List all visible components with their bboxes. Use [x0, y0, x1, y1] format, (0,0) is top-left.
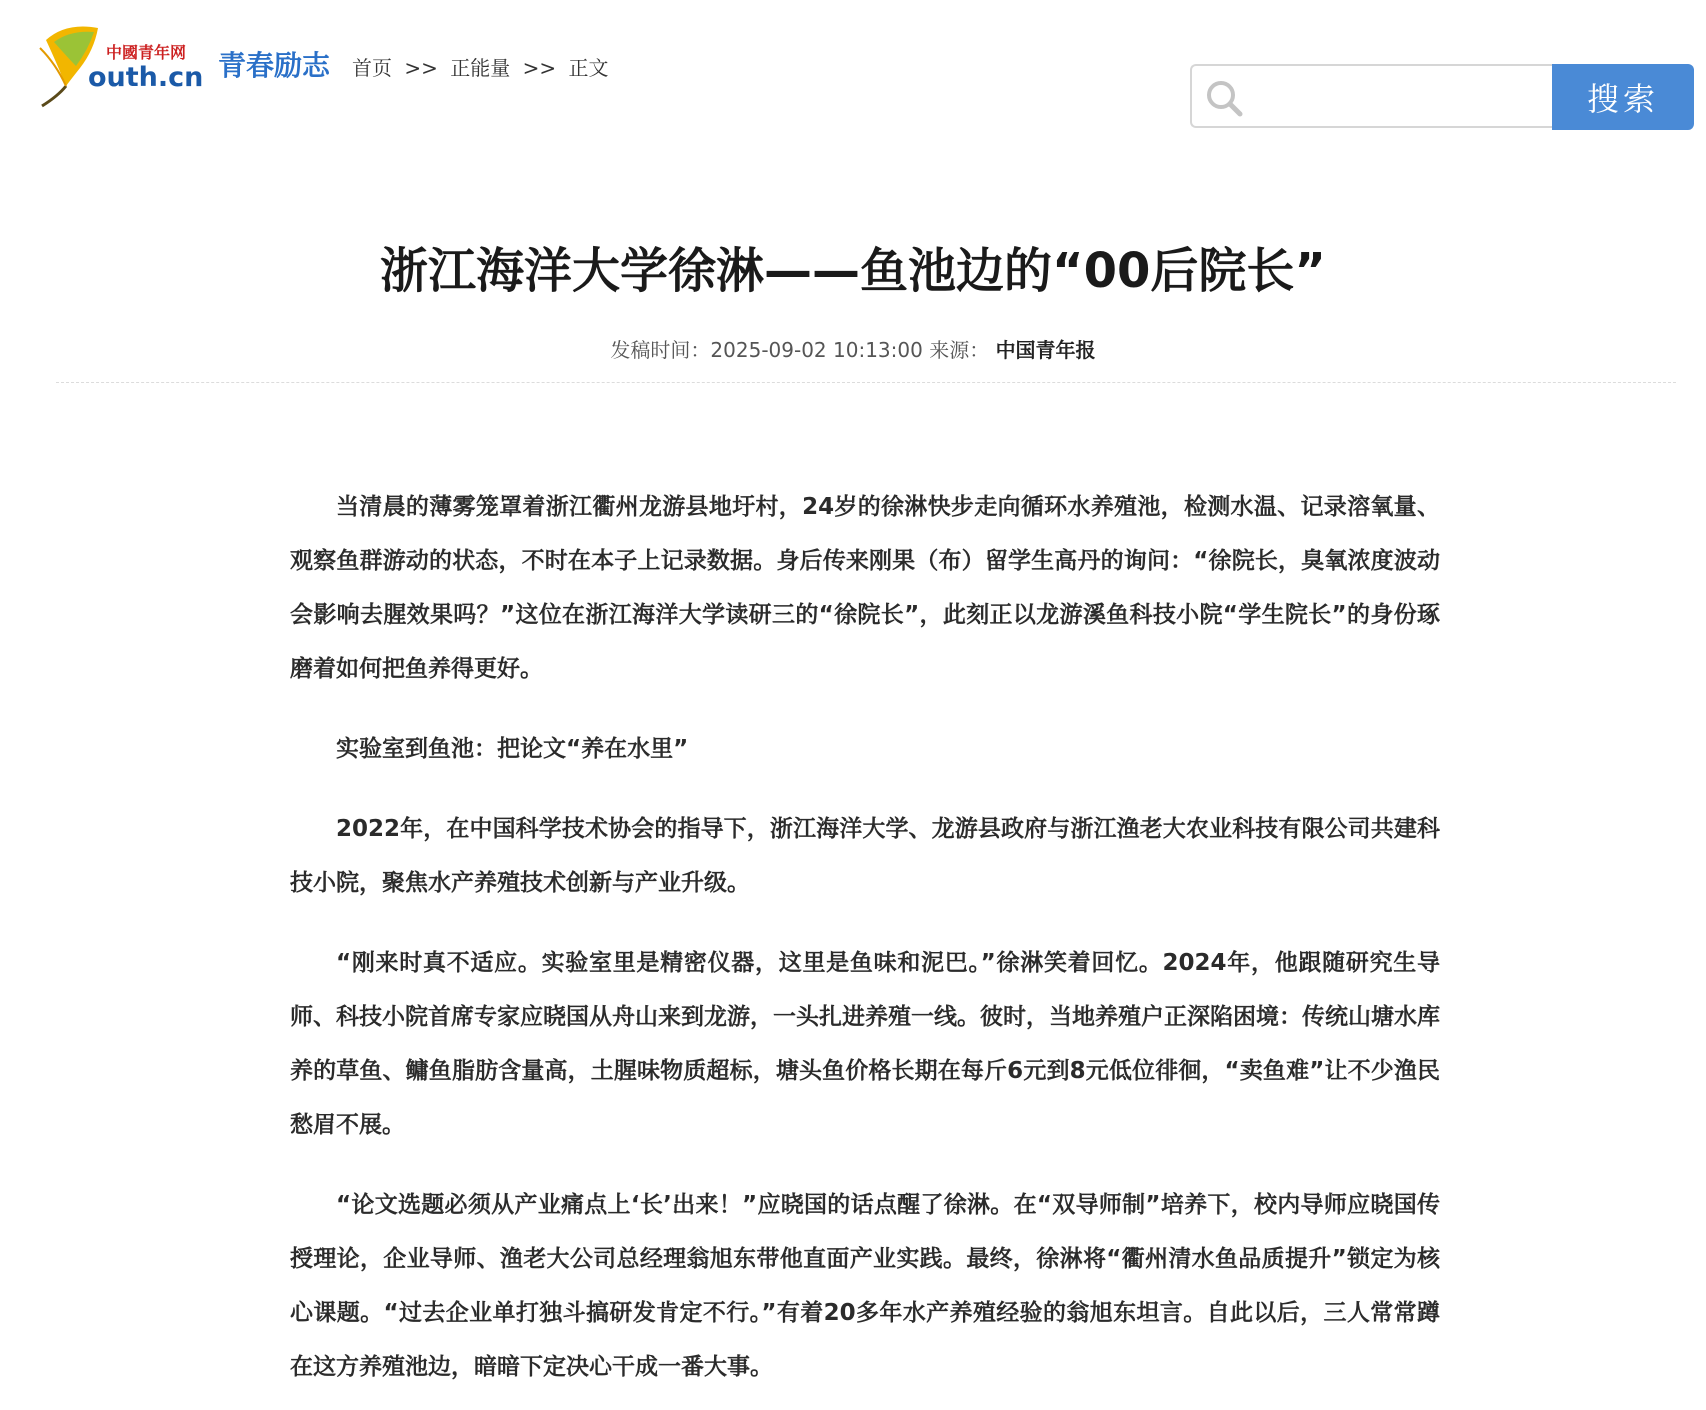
article-paragraph: 当清晨的薄雾笼罩着浙江衢州龙游县地圩村，24岁的徐淋快步走向循环水养殖池，检测水温、记录溶氧量、观察鱼群游动的状态，不时在本子上记录数据。身后传来刚果（布）留学生高丹的询问：“徐院长，臭氧浓度波动会影响去腥效果吗？”这位在浙江海洋大学读研三的“徐院长”，此刻正以龙游溪鱼科技小院“学生院长”的身份琢磨着如何把鱼养得更好。 — [290, 494, 1440, 682]
search-icon — [1204, 78, 1244, 118]
article-body — [290, 480, 1440, 1410]
publish-time-value: 2025-09-02 10:13:00 — [710, 338, 923, 362]
logo-en-text: outh.cn — [88, 62, 204, 93]
breadcrumb-home[interactable]: 首页 — [352, 56, 392, 80]
channel-title-link[interactable]: 青春励志 — [218, 49, 331, 82]
search-input[interactable] — [1252, 74, 1546, 120]
source-value: 中国青年报 — [995, 338, 1096, 362]
breadcrumb — [352, 52, 614, 81]
site-header — [0, 0, 1706, 140]
header-divider — [56, 382, 1676, 383]
search-box — [1190, 64, 1554, 128]
breadcrumb-current: 正文 — [568, 56, 609, 80]
article-paragraph: “论文选题必须从产业痛点上‘长’出来！”应晓国的话点醒了徐淋。在“双导师制”培养下，校内导师应晓国传授理论，企业导师、渔老大公司总经理翁旭东带他直面产业实践。最终，徐淋将“衢州清水鱼品质提升”锁定为核心课题。“过去企业单打独斗搞研发肯定不行。”有着20多年水产养殖经验的翁旭东坦言。自此以后，三人常常蹲在这方养殖池边，暗暗下定决心干成一番大事。 — [290, 1192, 1440, 1380]
article-paragraph: 2022年，在中国科学技术协会的指导下，浙江海洋大学、龙游县政府与浙江渔老大农业科技有限公司共建科技小院，聚焦水产养殖技术创新与产业升级。 — [290, 816, 1440, 896]
logo-cn-text: 中國青年网 — [106, 43, 187, 62]
article-meta — [0, 334, 1706, 363]
breadcrumb-separator: >> — [404, 56, 438, 80]
publish-time-label: 发稿时间： — [610, 338, 711, 362]
article-title: 浙江海洋大学徐淋——鱼池边的“00后院长” — [380, 243, 1326, 300]
search-button[interactable]: 搜索 — [1552, 64, 1694, 130]
breadcrumb-separator: >> — [522, 56, 557, 80]
breadcrumb-section[interactable]: 正能量 — [450, 56, 511, 80]
article-paragraph: “刚来时真不适应。实验室里是精密仪器，这里是鱼味和泥巴。”徐淋笑着回忆。2024年，他跟随研究生导师、科技小院首席专家应晓国从舟山来到龙游，一头扎进养殖一线。彼时，当地养殖户正深陷困境：传统山塘水库养的草鱼、鳙鱼脂肪含量高，土腥味物质超标，塘头鱼价格长期在每斤6元到8元低位徘徊，“卖鱼难”让不少渔民愁眉不展。 — [290, 950, 1440, 1138]
site-logo[interactable] — [36, 20, 206, 112]
source-label: 来源： — [929, 338, 990, 362]
article-subheading: 实验室到鱼池：把论文“养在水里” — [336, 736, 689, 762]
